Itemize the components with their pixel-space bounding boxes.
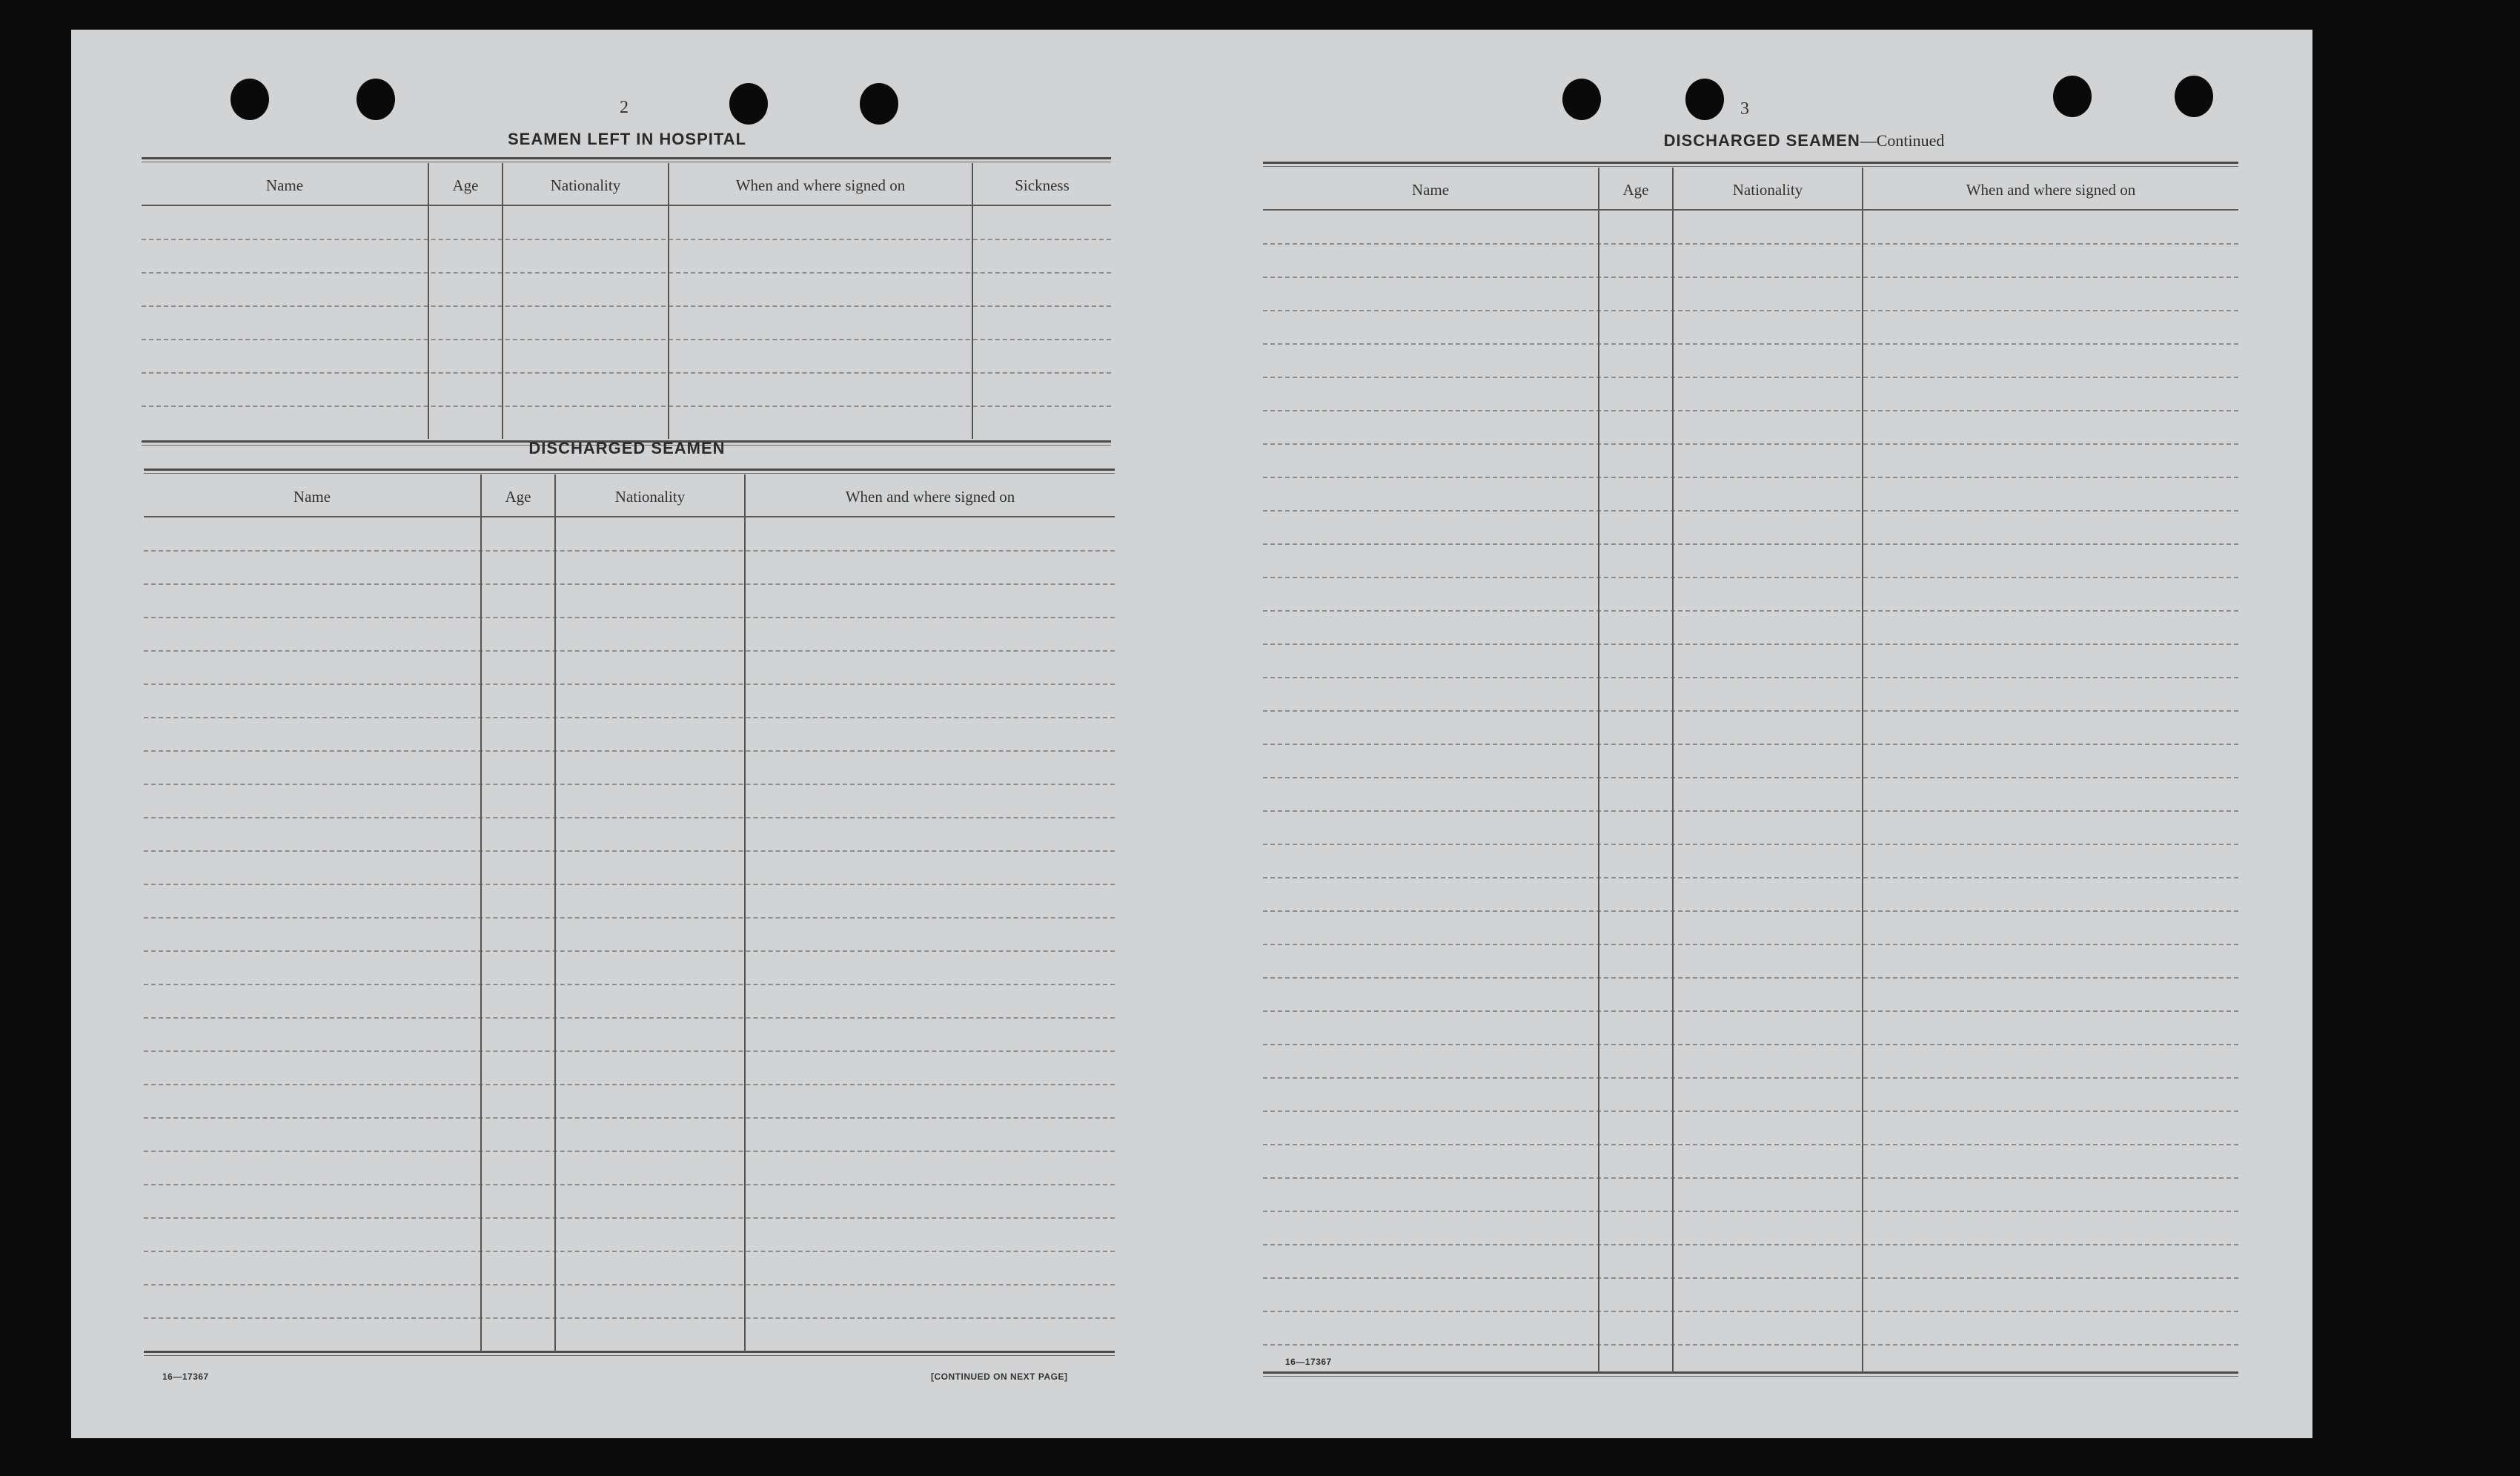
punch-hole <box>2175 76 2213 117</box>
column-header-signed-on: When and where signed on <box>735 176 906 194</box>
column-header-nationality: Nationality <box>550 176 621 194</box>
column-header-signed-on: When and where signed on <box>845 488 1015 506</box>
punch-hole <box>2053 76 2092 117</box>
document-sheet <box>71 30 2312 1438</box>
hospital-table <box>142 157 1111 451</box>
continued-suffix: —Continued <box>1860 131 1945 150</box>
column-header-sickness: Sickness <box>1015 176 1070 194</box>
column-header-age: Age <box>1622 181 1649 199</box>
page-number-right: 3 <box>1740 99 1749 119</box>
form-number-left: 16—17367 <box>162 1371 209 1382</box>
column-header-name: Name <box>293 488 331 506</box>
continued-note: [CONTINUED ON NEXT PAGE] <box>931 1371 1068 1382</box>
punch-hole <box>1562 79 1601 120</box>
punch-hole <box>357 79 395 120</box>
column-header-name: Name <box>1411 181 1450 199</box>
punch-hole <box>860 83 898 125</box>
punch-hole <box>231 79 269 120</box>
discharged-section-title: DISCHARGED SEAMEN <box>528 439 726 457</box>
column-header-age: Age <box>452 176 479 194</box>
form-number-right: 16—17367 <box>1285 1357 1332 1367</box>
column-header-nationality: Nationality <box>614 488 686 506</box>
discharged-table-right <box>1263 162 2238 1379</box>
discharged-table-left <box>144 469 1115 1388</box>
hospital-section-title: SEAMEN LEFT IN HOSPITAL <box>507 130 747 148</box>
column-header-age: Age <box>505 488 531 506</box>
discharged-continued-title-main: DISCHARGED SEAMEN <box>1663 131 1860 150</box>
punch-hole <box>729 83 768 125</box>
column-header-signed-on: When and where signed on <box>1966 181 2136 199</box>
discharged-continued-title <box>1263 131 2345 150</box>
column-header-nationality: Nationality <box>1732 181 1803 199</box>
punch-hole <box>1685 79 1724 120</box>
page-number-left: 2 <box>620 98 629 117</box>
column-header-name: Name <box>265 176 304 194</box>
